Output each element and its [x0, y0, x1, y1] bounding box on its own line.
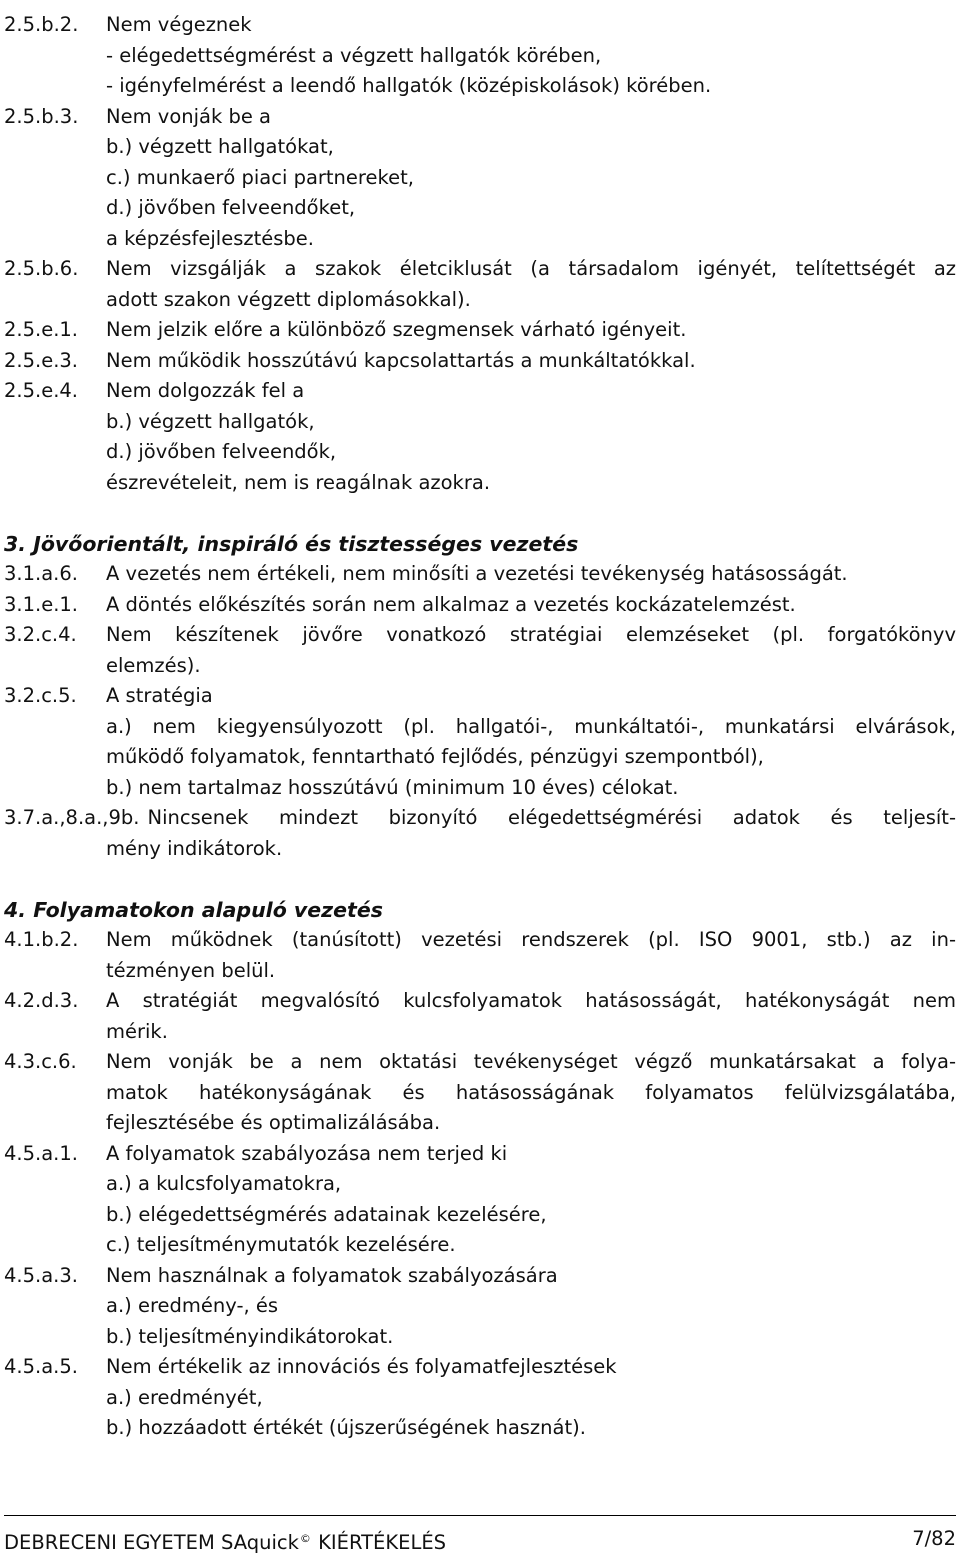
- list-item: [4, 1261, 956, 1292]
- item-text: Nem működnek (tanúsított) vezetési rendszerek (pl. ISO 9001, stb.) az in-: [106, 928, 956, 951]
- list-item: [4, 712, 956, 743]
- item-number: [4, 1078, 106, 1109]
- item-text: Nem dolgozzák fel a: [106, 379, 305, 402]
- list-item: [4, 1017, 956, 1048]
- item-number: 2.5.e.4.: [4, 379, 79, 402]
- item-number: [4, 651, 106, 682]
- item-text: A stratégiát megvalósító kulcsfolyamatok hatásosságát, hatékonyságát nem: [106, 989, 956, 1012]
- item-text: Nem vizsgálják a szakok életciklusát (a társadalom igényét, telítettségét az: [106, 257, 956, 280]
- list-item: [4, 1383, 956, 1414]
- item-number: [4, 163, 106, 194]
- item-number: [4, 1108, 106, 1139]
- item-text: működő folyamatok, fenntartható fejlődés, pénzügyi szempontból),: [106, 745, 764, 768]
- list-item: [4, 315, 956, 346]
- item-text: - elégedettségmérést a végzett hallgatók körében,: [106, 43, 602, 67]
- list-item: [4, 590, 956, 621]
- list-item: [4, 925, 956, 956]
- copyright-mark: ©: [299, 1532, 311, 1545]
- item-number: [4, 468, 106, 499]
- list-item: [4, 10, 956, 41]
- section-4-items: [4, 925, 956, 1444]
- list-item: [4, 651, 956, 682]
- list-item: [4, 1230, 956, 1261]
- item-text: c.) teljesítménymutatók kezelésére.: [106, 1233, 456, 1256]
- item-text: a.) a kulcsfolyamatokra,: [106, 1172, 342, 1195]
- list-item: [4, 163, 956, 194]
- item-text: b.) végzett hallgatók,: [106, 409, 315, 433]
- item-number: 2.5.e.1.: [4, 318, 79, 341]
- list-item: [4, 224, 956, 255]
- item-number: [4, 773, 106, 804]
- item-number: 3.1.a.6.: [4, 562, 78, 585]
- list-item: [4, 1139, 956, 1170]
- item-number: [4, 285, 106, 316]
- item-text: A döntés előkészítés során nem alkalmaz a vezetés kockázatelemzést.: [106, 592, 796, 616]
- item-text: d.) jövőben felveendők,: [106, 440, 337, 463]
- item-text: matok hatékonyságának és hatásosságának folyamatos felülvizsgálatába,: [106, 1080, 956, 1104]
- item-text: Nem használnak a folyamatok szabályozására: [106, 1263, 558, 1287]
- item-text: Nem működik hosszútávú kapcsolattartás a munkáltatókkal.: [106, 348, 696, 372]
- list-item: [4, 1322, 956, 1353]
- list-item: [4, 986, 956, 1017]
- list-item: [4, 1047, 956, 1078]
- list-item: [4, 437, 956, 468]
- item-number: 4.5.a.3.: [4, 1263, 78, 1287]
- item-number: 3.2.c.4.: [4, 623, 77, 646]
- list-item: [4, 834, 956, 865]
- item-number: [4, 437, 106, 468]
- list-item: [4, 102, 956, 133]
- list-item: [4, 742, 956, 773]
- item-number: 4.5.a.5.: [4, 1355, 78, 1378]
- item-text: tézményen belül.: [106, 958, 276, 982]
- section-3-items: [4, 559, 956, 864]
- document-body: [4, 10, 956, 1444]
- item-text: Nem értékelik az innovációs és folyamatfejlesztések: [106, 1355, 617, 1378]
- list-item: [4, 1169, 956, 1200]
- item-number: 2.5.b.2.: [4, 13, 79, 36]
- item-text: a.) eredmény-, és: [106, 1294, 279, 1317]
- item-text: adott szakon végzett diplomásokkal).: [106, 287, 471, 311]
- item-text: Nincsenek mindezt bizonyító elégedettségmérési adatok és teljesít-: [147, 806, 956, 829]
- item-text: b.) nem tartalmaz hosszútávú (minimum 10 éves) célokat.: [106, 775, 679, 799]
- list-item: [4, 1108, 956, 1139]
- list-item: [4, 193, 956, 224]
- item-number: [4, 956, 106, 987]
- section-2-items: [4, 10, 956, 498]
- item-number: 4.1.b.2.: [4, 928, 79, 951]
- item-number: [4, 1291, 106, 1322]
- list-item: [4, 468, 956, 499]
- item-text: a.) nem kiegyensúlyozott (pl. hallgatói-, munkáltatói-, munkatársi elvárások,: [106, 714, 956, 738]
- item-number: [4, 1383, 106, 1414]
- item-number: [4, 407, 106, 438]
- list-item: [4, 620, 956, 651]
- item-text: b.) teljesítményindikátorokat.: [106, 1324, 394, 1348]
- item-number: 2.5.e.3.: [4, 348, 79, 372]
- list-item: [4, 41, 956, 72]
- list-item: [4, 1291, 956, 1322]
- list-item: [4, 681, 956, 712]
- item-text: mérik.: [106, 1019, 168, 1043]
- item-number: 3.2.c.5.: [4, 684, 77, 707]
- item-text: a képzésfejlesztésbe.: [106, 226, 314, 250]
- list-item: [4, 407, 956, 438]
- list-item: [4, 1200, 956, 1231]
- list-item: [4, 803, 956, 834]
- list-item: [4, 559, 956, 590]
- item-number: [4, 834, 106, 865]
- list-item: [4, 1078, 956, 1109]
- item-number: 3.7.a.,8.a.,9b.: [4, 806, 140, 829]
- item-text: elemzés).: [106, 653, 201, 677]
- item-number: 3.1.e.1.: [4, 592, 79, 616]
- list-item: [4, 71, 956, 102]
- item-text: Nem vonják be a: [106, 104, 271, 128]
- item-text: b.) végzett hallgatókat,: [106, 135, 334, 158]
- footer-institution: DEBRECENI EGYETEM SAquick: [4, 1531, 299, 1554]
- item-text: c.) munkaerő piaci partnereket,: [106, 165, 414, 189]
- item-text: mény indikátorok.: [106, 836, 283, 860]
- list-item: [4, 254, 956, 285]
- item-number: [4, 1200, 106, 1231]
- item-number: [4, 132, 106, 163]
- item-text: Nem végeznek: [106, 13, 252, 36]
- footer-left: [4, 1526, 446, 1556]
- item-number: 4.3.c.6.: [4, 1050, 77, 1073]
- item-text: A vezetés nem értékeli, nem minősíti a vezetési tevékenység hatásosságát.: [106, 562, 848, 585]
- item-number: [4, 71, 106, 102]
- list-item: [4, 376, 956, 407]
- item-number: [4, 193, 106, 224]
- item-number: [4, 1017, 106, 1048]
- list-item: [4, 346, 956, 377]
- section-4-heading: 4. Folyamatokon alapuló vezetés: [4, 897, 383, 922]
- item-text: a.) eredményét,: [106, 1385, 263, 1409]
- list-item: [4, 773, 956, 804]
- item-text: b.) elégedettségmérés adatainak kezelésére,: [106, 1202, 547, 1226]
- item-number: [4, 712, 106, 743]
- item-text: észrevételeit, nem is reagálnak azokra.: [106, 470, 491, 494]
- item-number: 2.5.b.6.: [4, 257, 79, 280]
- item-number: [4, 1169, 106, 1200]
- item-number: 4.5.a.1.: [4, 1141, 78, 1165]
- item-number: [4, 742, 106, 773]
- page-number: 7/82: [912, 1527, 956, 1550]
- item-text: - igényfelmérést a leendő hallgatók (középiskolások) körében.: [106, 74, 712, 97]
- item-number: [4, 41, 106, 72]
- list-item: [4, 956, 956, 987]
- list-item: [4, 132, 956, 163]
- item-number: 2.5.b.3.: [4, 104, 79, 128]
- item-text: A stratégia: [106, 684, 213, 707]
- item-number: [4, 1413, 106, 1444]
- item-text: Nem készítenek jövőre vonatkozó stratégiai elemzéseket (pl. forgatókönyv: [106, 623, 956, 646]
- list-item: [4, 285, 956, 316]
- list-item: [4, 1352, 956, 1383]
- item-text: b.) hozzáadott értékét (újszerűségének hasznát).: [106, 1416, 586, 1439]
- page-footer: [4, 1515, 956, 1556]
- item-text: Nem jelzik előre a különböző szegmensek várható igényeit.: [106, 318, 687, 341]
- item-number: [4, 1230, 106, 1261]
- item-number: [4, 1322, 106, 1353]
- item-number: [4, 224, 106, 255]
- section-3-heading: 3. Jövőorientált, inspiráló és tisztességes vezetés: [4, 531, 579, 556]
- item-text: fejlesztésébe és optimalizálásába.: [106, 1111, 441, 1134]
- footer-title: KIÉRTÉKELÉS: [318, 1531, 447, 1554]
- item-text: A folyamatok szabályozása nem terjed ki: [106, 1141, 508, 1165]
- list-item: [4, 1413, 956, 1444]
- item-text: Nem vonják be a nem oktatási tevékenységet végző munkatársakat a folya-: [106, 1050, 956, 1073]
- item-text: d.) jövőben felveendőket,: [106, 196, 356, 219]
- item-number: 4.2.d.3.: [4, 989, 79, 1012]
